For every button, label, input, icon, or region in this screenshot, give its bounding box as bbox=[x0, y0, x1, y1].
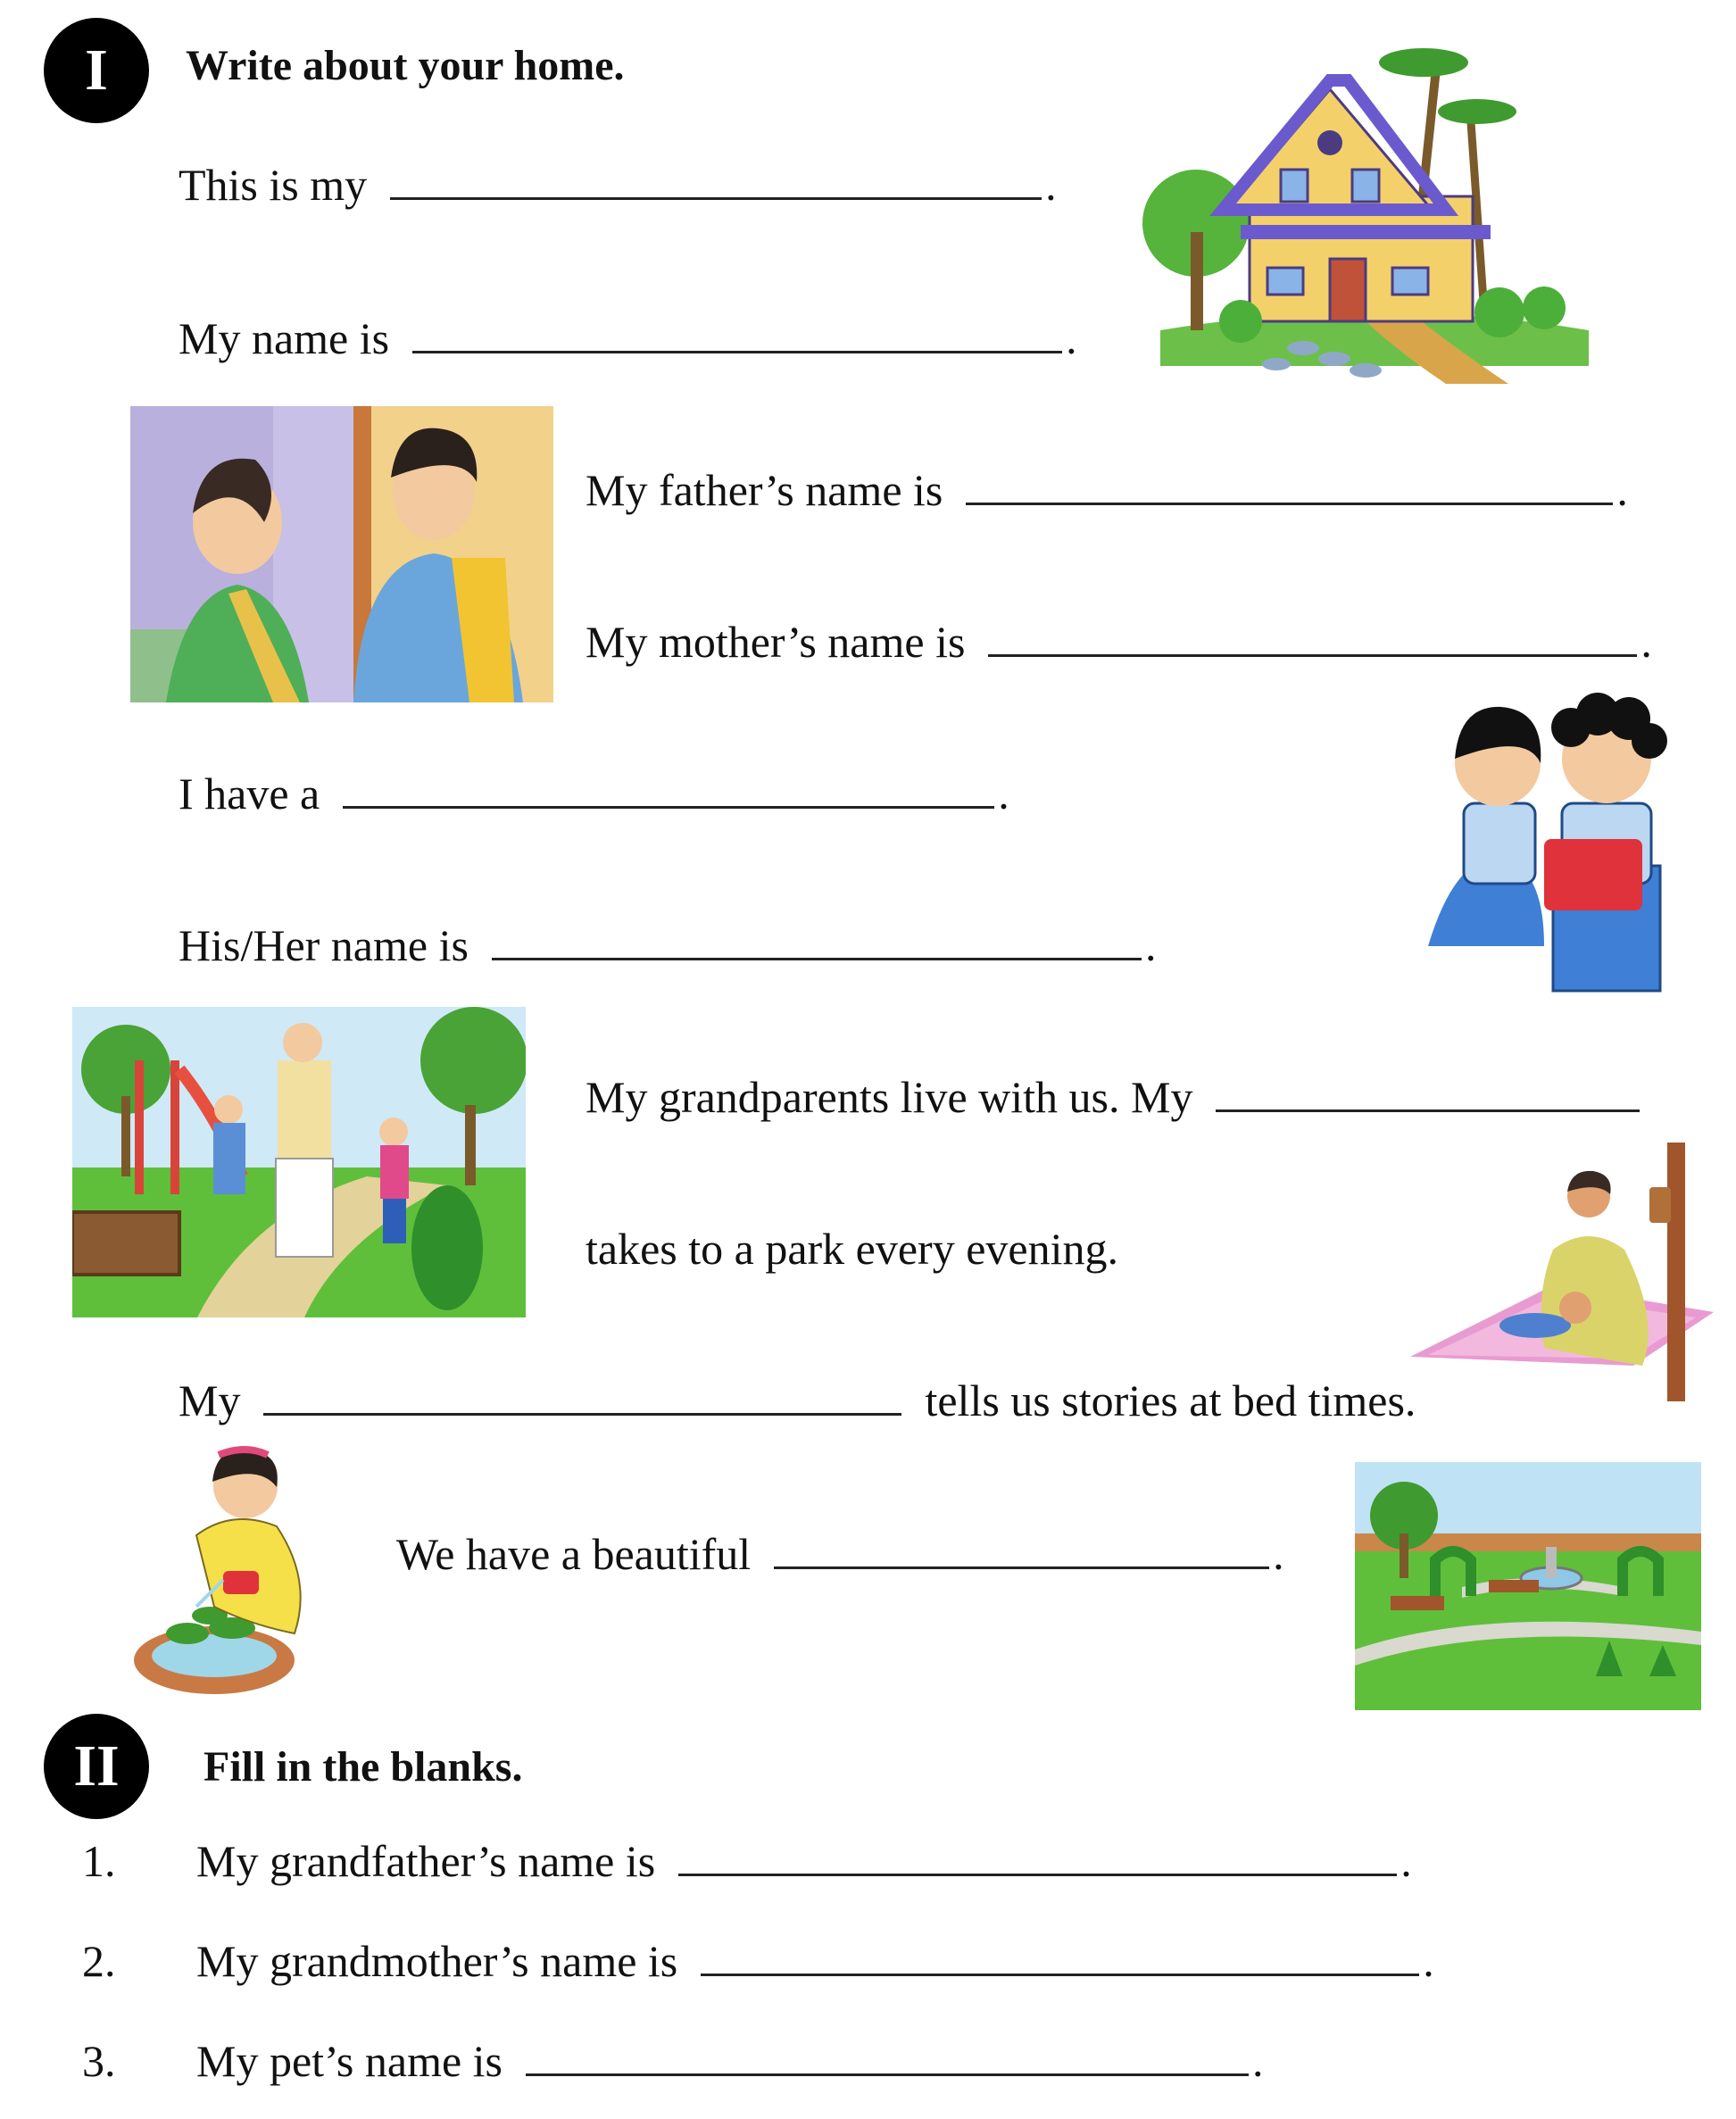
blank-garden[interactable] bbox=[774, 1566, 1269, 1569]
blank-storyteller[interactable] bbox=[263, 1413, 901, 1416]
blank-pet-name[interactable] bbox=[526, 2073, 1249, 2076]
grandfather-park-illustration bbox=[72, 1007, 526, 1317]
blank-grandparent[interactable] bbox=[1216, 1109, 1640, 1112]
period: . bbox=[1616, 465, 1628, 515]
line-we-have bbox=[396, 1528, 1284, 1580]
line-text: This is my bbox=[179, 160, 368, 210]
item-3 bbox=[196, 2035, 1264, 2087]
line-text: tells us stories at bed times. bbox=[925, 1375, 1416, 1425]
line-text: My name is bbox=[179, 313, 390, 363]
house-illustration bbox=[1125, 27, 1633, 384]
item-text: My grandmother’s name is bbox=[196, 1936, 678, 1986]
item-text: My grandfather’s name is bbox=[196, 1836, 656, 1886]
blank-mother-name[interactable] bbox=[988, 654, 1637, 657]
section-heading-1: Write about your home. bbox=[186, 42, 625, 89]
grandmother-story-illustration bbox=[1410, 1143, 1723, 1401]
blank-grandfather-name[interactable] bbox=[678, 1874, 1397, 1876]
siblings-illustration bbox=[1419, 678, 1705, 1000]
line-text: His/Her name is bbox=[179, 920, 469, 970]
item-text: My pet’s name is bbox=[196, 2036, 503, 2086]
line-text: My mother’s name is bbox=[586, 617, 966, 667]
blank-my-name[interactable] bbox=[412, 351, 1062, 353]
period: . bbox=[1423, 1936, 1434, 1986]
girl-watering-plant-illustration bbox=[134, 1428, 357, 1705]
section-badge-1: I bbox=[44, 18, 149, 123]
section-badge-2: II bbox=[44, 1714, 149, 1819]
line-takes-to-park bbox=[586, 1223, 1118, 1275]
line-text: My father’s name is bbox=[586, 465, 943, 515]
line-his-her-name bbox=[179, 919, 1156, 971]
line-grandparents bbox=[586, 1071, 1640, 1123]
period: . bbox=[1273, 1529, 1284, 1579]
line-text: We have a beautiful bbox=[396, 1529, 752, 1579]
line-father bbox=[586, 464, 1628, 516]
item-2 bbox=[196, 1935, 1434, 1987]
line-i-have-a bbox=[179, 768, 1009, 819]
parents-illustration bbox=[130, 406, 553, 702]
period: . bbox=[1045, 160, 1057, 210]
blank-father-name[interactable] bbox=[966, 503, 1613, 505]
item-number-3: 3. bbox=[82, 2036, 116, 2086]
line-text: My bbox=[179, 1375, 241, 1425]
blank-this-is-my[interactable] bbox=[390, 197, 1042, 200]
period: . bbox=[998, 769, 1009, 819]
period: . bbox=[1640, 617, 1652, 667]
item-number-1: 1. bbox=[82, 1836, 116, 1886]
blank-sibling-name[interactable] bbox=[492, 958, 1142, 960]
line-text: My grandparents live with us. My bbox=[586, 1072, 1193, 1122]
line-text: I have a bbox=[179, 769, 320, 819]
blank-sibling[interactable] bbox=[343, 806, 994, 809]
item-1 bbox=[196, 1835, 1412, 1887]
line-text: takes to a park every evening. bbox=[586, 1224, 1118, 1274]
line-bedtime-stories bbox=[179, 1375, 1416, 1426]
period: . bbox=[1252, 2036, 1264, 2086]
item-number-2: 2. bbox=[82, 1936, 116, 1986]
line-my-name-is bbox=[179, 312, 1077, 364]
garden-illustration bbox=[1355, 1462, 1701, 1710]
blank-grandmother-name[interactable] bbox=[701, 1974, 1419, 1976]
section-heading-2: Fill in the blanks. bbox=[204, 1743, 523, 1791]
line-this-is-my bbox=[179, 159, 1057, 211]
period: . bbox=[1400, 1836, 1412, 1886]
period: . bbox=[1066, 313, 1077, 363]
period: . bbox=[1144, 920, 1157, 970]
line-mother bbox=[586, 616, 1652, 668]
